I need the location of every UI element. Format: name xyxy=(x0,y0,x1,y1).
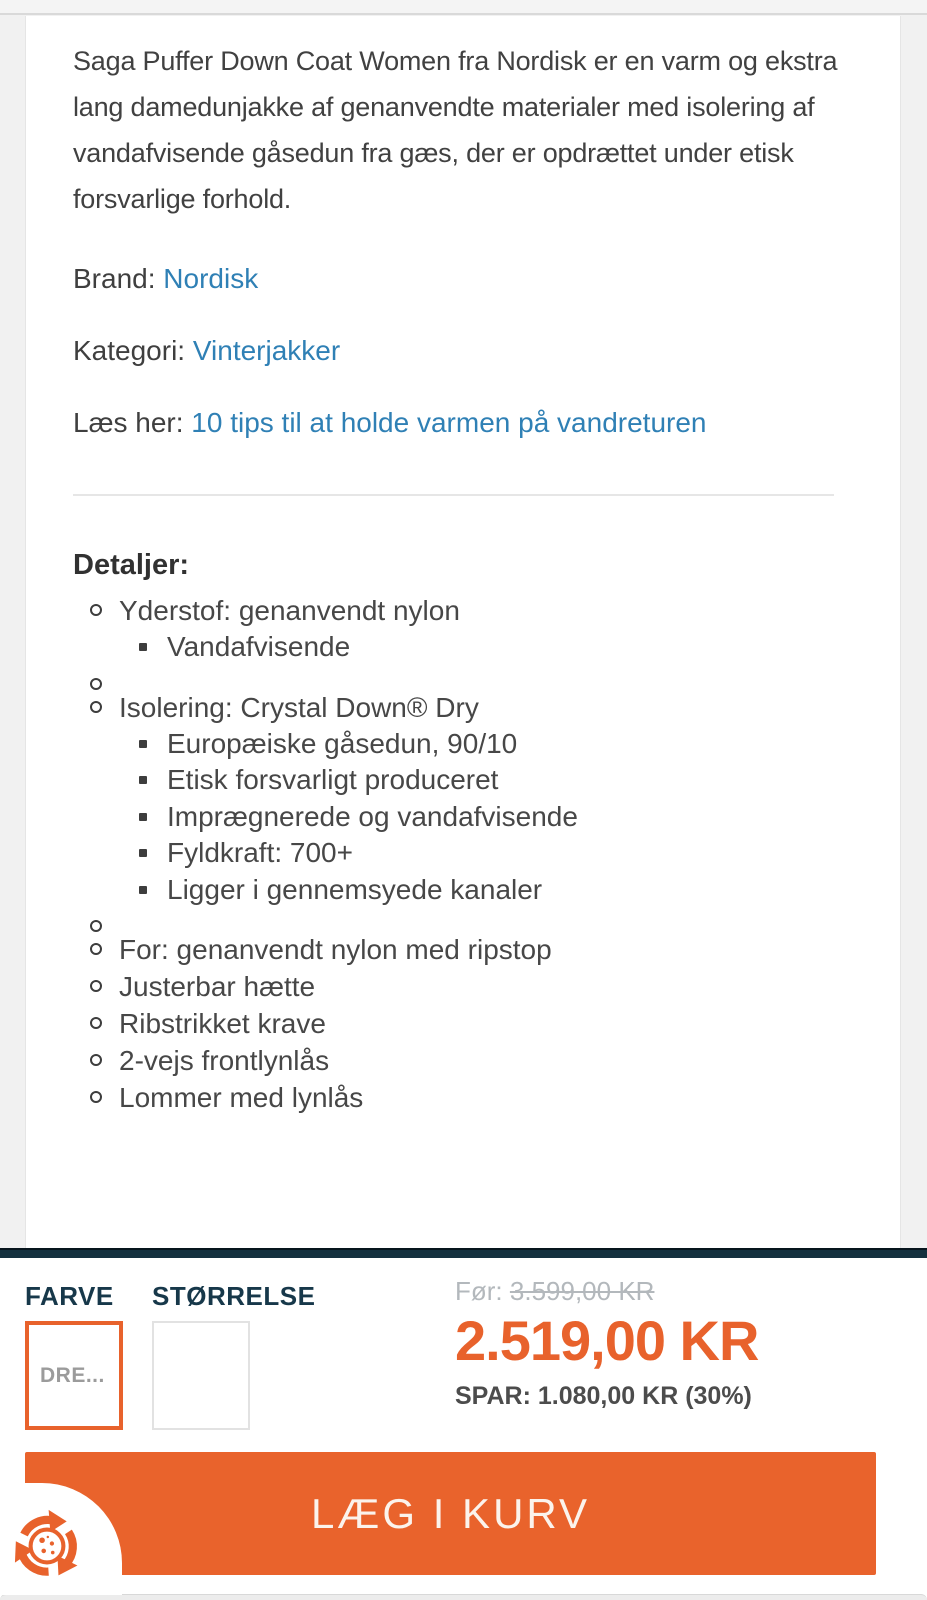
description-line: lang damedunjakke af genanvendte materialer med isolering af xyxy=(73,92,815,122)
details-list xyxy=(73,592,834,1116)
size-option-label: STØRRELSE xyxy=(152,1281,316,1311)
footer-top-border xyxy=(0,1248,927,1258)
brand-link[interactable]: Nordisk xyxy=(163,263,259,294)
add-to-cart-label: LÆG I KURV xyxy=(311,1489,590,1537)
product-description xyxy=(73,38,838,222)
category-row xyxy=(73,336,834,366)
add-to-cart-button[interactable] xyxy=(25,1452,876,1575)
list-spacer xyxy=(73,908,834,931)
list-subitem: Europæiske gåsedun, 90/10 xyxy=(119,726,834,763)
list-item: For: genanvendt nylon med ripstop xyxy=(73,931,834,968)
list-spacer xyxy=(73,666,834,689)
price-before xyxy=(455,1276,815,1307)
page-top-edge xyxy=(0,0,927,15)
cookie-recycle-icon xyxy=(6,1505,88,1587)
list-subitem: Imprægnerede og vandafvisende xyxy=(119,799,834,836)
category-link[interactable]: Vinterjakker xyxy=(192,335,341,366)
product-description-card xyxy=(25,16,901,1248)
list-subitem: Vandafvisende xyxy=(119,629,834,666)
details-sublist xyxy=(119,629,834,666)
read-more-label: Læs her: xyxy=(73,407,184,438)
price-current: 2.519,00 KR xyxy=(455,1309,759,1372)
sticky-purchase-bar xyxy=(0,1248,927,1600)
color-swatch-value: DRE... xyxy=(40,1363,105,1387)
price-block xyxy=(455,1276,815,1411)
details-heading: Detaljer: xyxy=(73,549,190,581)
price-before-label: Før: xyxy=(455,1276,503,1306)
list-subitem: Fyldkraft: 700+ xyxy=(119,835,834,872)
color-option-label: FARVE xyxy=(25,1281,114,1311)
list-item: Yderstof: genanvendt nylon Vandafvisende xyxy=(73,592,834,666)
list-subitem: Ligger i gennemsyede kanaler xyxy=(119,872,834,909)
size-swatch[interactable] xyxy=(152,1321,250,1430)
viewport-bottom-edge xyxy=(0,1594,927,1600)
category-label: Kategori: xyxy=(73,335,186,366)
read-more-row xyxy=(73,408,834,438)
description-line: Saga Puffer Down Coat Women fra Nordisk er en varm og ekstra xyxy=(73,46,838,76)
description-line: vandafvisende gåsedun fra gæs, der er opdrættet under etisk xyxy=(73,138,794,168)
list-subitem: Etisk forsvarligt produceret xyxy=(119,762,834,799)
list-item: 2-vejs frontlynlås xyxy=(73,1042,834,1079)
list-item: Lommer med lynlås xyxy=(73,1079,834,1116)
description-line: forsvarlige forhold. xyxy=(73,184,292,214)
list-item: Ribstrikket krave xyxy=(73,1005,834,1042)
read-more-link[interactable]: 10 tips til at holde varmen på vandreturen xyxy=(191,407,707,438)
list-item: Justerbar hætte xyxy=(73,968,834,1005)
details-sublist xyxy=(119,726,834,909)
list-item: Isolering: Crystal Down® Dry Europæiske gåsedun, 90/10 Etisk forsvarligt produceret Imprægnerede og vandafvisende Fyldkraft: 700+ Ligger i gennemsyede kanaler xyxy=(73,689,834,909)
color-swatch-selected[interactable] xyxy=(25,1321,123,1430)
price-before-value: 3.599,00 KR xyxy=(509,1276,655,1306)
brand-label: Brand: xyxy=(73,263,156,294)
price-savings: SPAR: 1.080,00 KR (30%) xyxy=(455,1382,752,1410)
brand-row xyxy=(73,264,834,294)
section-divider xyxy=(73,494,834,496)
